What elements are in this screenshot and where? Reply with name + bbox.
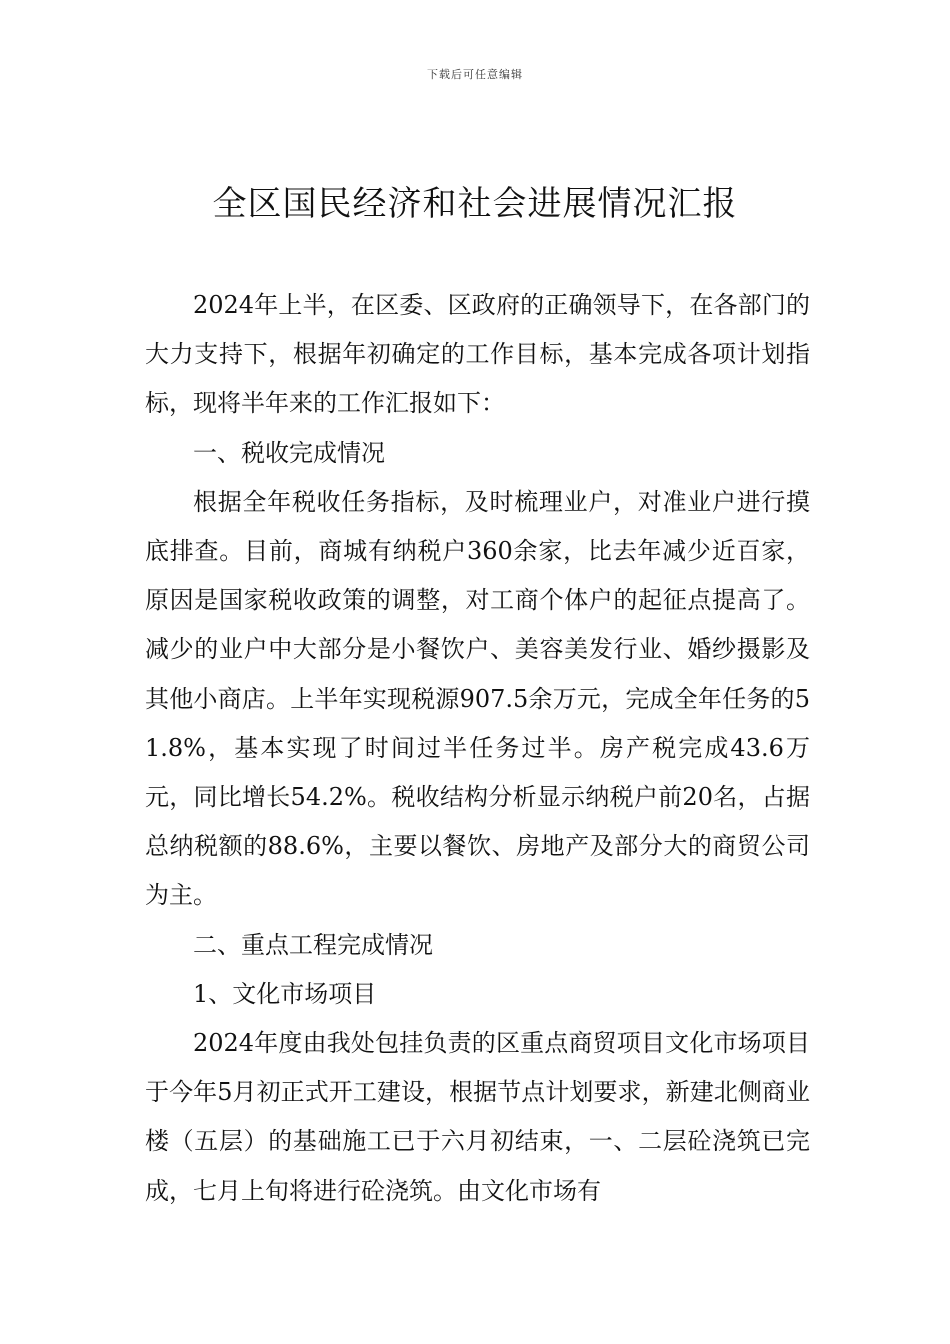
intro-paragraph: 2024年上半，在区委、区政府的正确领导下，在各部门的大力支持下，根据年初确定的工作目标，基本完成各项计划指标，现将半年来的工作汇报如下： bbox=[145, 291, 810, 418]
subheading-culture-market: 1、文化市场项目 bbox=[193, 979, 377, 1008]
document-body bbox=[145, 281, 810, 1216]
tax-paragraph: 根据全年税收任务指标，及时梳理业户，对准业户进行摸底排查。目前，商城有纳税户360余家，比去年减少近百家，原因是国家税收政策的调整，对工商个体户的起征点提高了。减少的业户中大部分是小餐饮户、美容美发行业、婚纱摄影及其他小商店。上半年实现税源907.5余万元，完成全年任务的51.8%，基本实现了时间过半任务过半。房产税完成43.6万元，同比增长54.2%。税收结构分析显示纳税户前20名，占据总纳税额的88.6%，主要以餐饮、房地产及部分大的商贸公司为主。 bbox=[145, 487, 810, 910]
section-heading-tax: 一、税收完成情况 bbox=[193, 438, 385, 467]
header-note: 下载后可任意编辑 bbox=[427, 68, 523, 81]
section-heading-projects: 二、重点工程完成情况 bbox=[193, 930, 433, 959]
document-title: 全区国民经济和社会进展情况汇报 bbox=[212, 184, 738, 224]
culture-market-paragraph: 2024年度由我处包挂负责的区重点商贸项目文化市场项目于今年5月初正式开工建设，根据节点计划要求，新建北侧商业楼（五层）的基础施工已于六月初结束，一、二层砼浇筑已完成，七月上旬将进行砼浇筑。由文化市场有 bbox=[145, 1029, 810, 1205]
